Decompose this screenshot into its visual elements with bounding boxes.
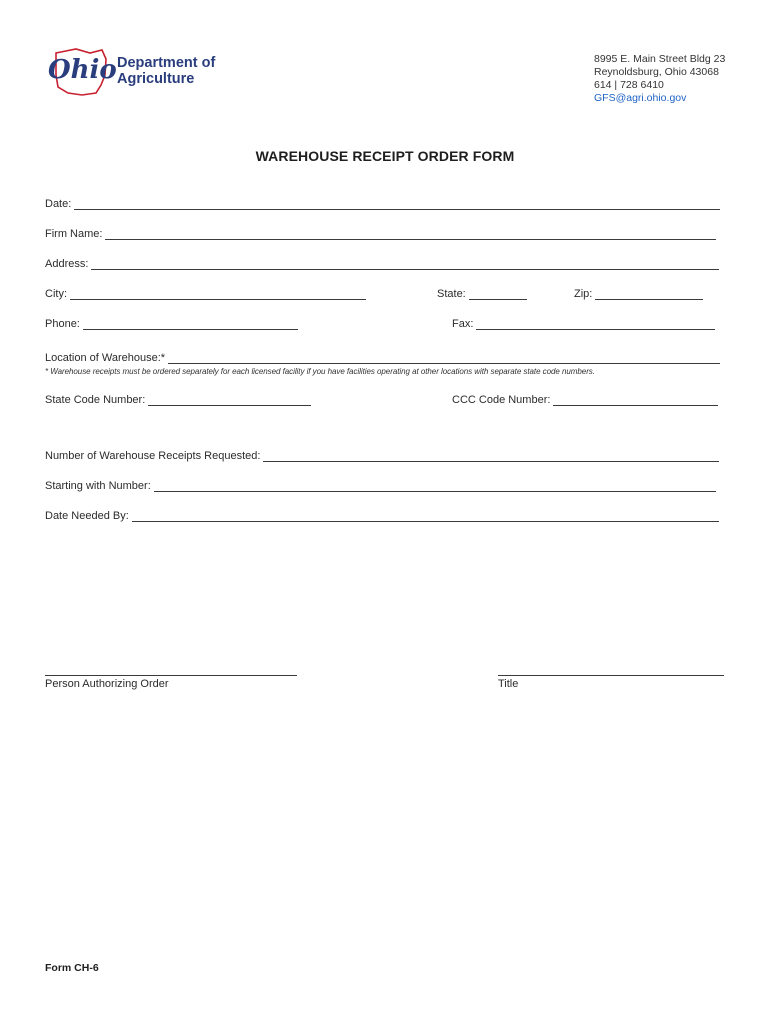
phone-input-line[interactable] [83,319,298,330]
fax-label: Fax: [452,318,474,330]
num-receipts-label: Number of Warehouse Receipts Requested: [45,450,261,462]
form-id: Form CH-6 [45,962,99,974]
department-line-1: Department of [117,55,216,71]
address-city: Reynoldsburg, Ohio 43068 [594,66,719,78]
date-needed-label: Date Needed By: [45,510,129,522]
ccc-code-label: CCC Code Number: [452,394,551,406]
contact-address-block [594,53,725,105]
address-street: 8995 E. Main Street Bldg 23 [594,53,726,65]
zip-label: Zip: [574,288,593,300]
title-label: Title [498,678,519,690]
department-line-2: Agriculture [117,71,195,87]
starting-number-input-line[interactable] [154,481,716,492]
num-receipts-field[interactable] [45,450,719,462]
ohio-script-text: Ohio [48,55,117,85]
address-field[interactable] [45,258,719,270]
ccc-code-input-line[interactable] [553,395,718,406]
zip-input-line[interactable] [595,289,703,300]
department-name [117,55,215,87]
person-authorizing-label: Person Authorizing Order [45,678,169,690]
address-phone: 614 | 728 6410 [594,79,664,91]
title-signature-line[interactable] [498,675,724,676]
phone-label: Phone: [45,318,80,330]
starting-number-field[interactable] [45,480,716,492]
state-code-input-line[interactable] [148,395,311,406]
state-input-line[interactable] [469,289,527,300]
location-input-line[interactable] [168,353,720,364]
city-label: City: [45,288,67,300]
zip-field[interactable] [574,288,703,300]
phone-field[interactable] [45,318,298,330]
firm-name-input-line[interactable] [105,229,716,240]
city-field[interactable] [45,288,366,300]
fax-input-line[interactable] [476,319,715,330]
date-input-line[interactable] [74,199,720,210]
address-label: Address: [45,258,89,270]
state-field[interactable] [437,288,527,300]
city-input-line[interactable] [70,289,366,300]
location-footnote: * Warehouse receipts must be ordered separately for each licensed facility if you have facilities operating at other locations with separate state code numbers. [45,367,595,376]
date-needed-input-line[interactable] [132,511,719,522]
firm-name-field[interactable] [45,228,716,240]
state-code-label: State Code Number: [45,394,146,406]
state-code-field[interactable] [45,394,311,406]
person-signature-line[interactable] [45,675,297,676]
address-email-link[interactable]: GFS@agri.ohio.gov [594,92,687,104]
starting-number-label: Starting with Number: [45,480,151,492]
firm-name-label: Firm Name: [45,228,103,240]
date-field[interactable] [45,198,720,210]
location-field[interactable] [45,352,720,364]
ccc-code-field[interactable] [452,394,718,406]
date-needed-field[interactable] [45,510,719,522]
fax-field[interactable] [452,318,715,330]
form-title: WAREHOUSE RECEIPT ORDER FORM [255,148,515,164]
num-receipts-input-line[interactable] [263,451,719,462]
date-label: Date: [45,198,72,210]
state-label: State: [437,288,466,300]
location-label: Location of Warehouse:* [45,352,166,364]
address-input-line[interactable] [91,259,719,270]
